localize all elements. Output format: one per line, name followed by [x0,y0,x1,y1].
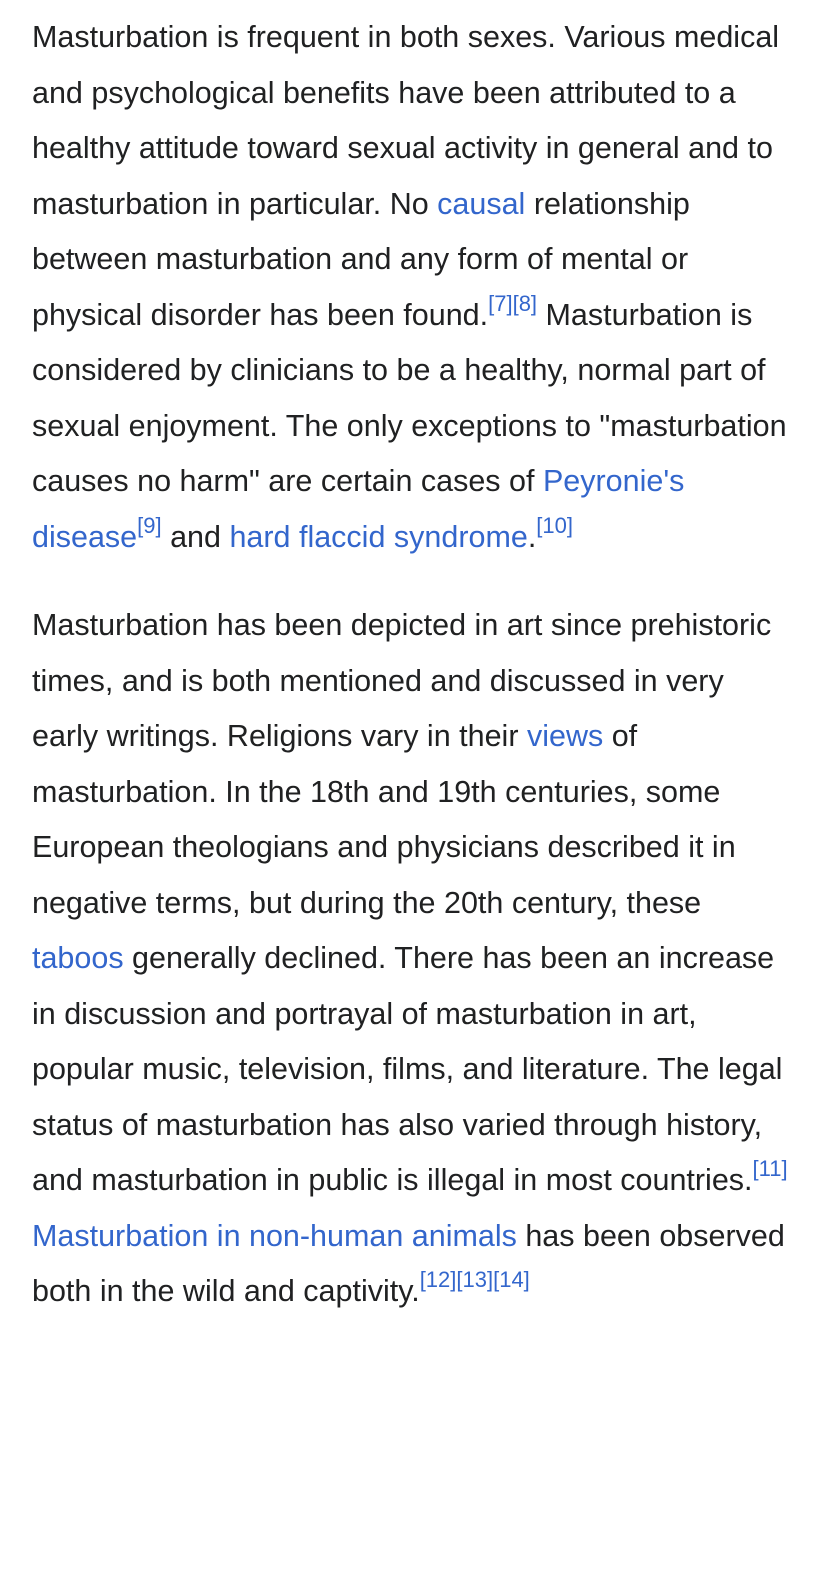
link-peyronies-disease[interactable]: Peyronie's disease [32,464,685,554]
citation-14[interactable]: [14] [493,1267,530,1292]
citation-7[interactable]: [7] [488,290,513,316]
link-views[interactable]: views [526,719,604,753]
paragraph-text: Masturbation is considered by clinicians to be a healthy, normal part of sexual enjoyment. The only exceptions to "masturbation causes no harm" are certain cases of [32,297,787,498]
citation-10[interactable]: [10] [536,512,573,538]
paragraph-text: Masturbation has been depicted in art since prehistoric times, and is both mentioned and discussed in very early writings. Religions vary in their [32,608,772,753]
paragraph-text: . [527,519,537,554]
paragraph-1 [32,10,796,565]
paragraph-text: relationship between masturbation and any form of mental or physical disorder has been found. [32,186,690,332]
paragraph-2 [32,598,796,1320]
citation-8[interactable]: [8] [512,290,538,316]
link-masturbation-in-animals[interactable]: Masturbation in non-human animals [32,1218,517,1253]
link-causal[interactable]: causal [437,186,526,221]
citation-9[interactable]: [9] [137,512,162,538]
link-taboos[interactable]: taboos [32,941,124,975]
paragraph-text: and [161,519,230,554]
paragraph-text: of masturbation. In the 18th and 19th centuries, some European theologians and physicians described it in negative terms, but during the 20th century, these [32,719,736,920]
paragraph-text: has been observed both in the wild and captivity. [32,1218,785,1308]
citation-13[interactable]: [13] [456,1267,494,1292]
link-hard-flaccid-syndrome[interactable]: hard flaccid syndrome [229,519,528,554]
citation-12[interactable]: [12] [419,1267,457,1292]
citation-11[interactable]: [11] [752,1156,788,1181]
paragraph-text: generally declined. There has been an increase in discussion and portrayal of masturbation in art, popular music, television, films, and literature. The legal status of masturbation has also varied through history, and masturbation in public is illegal in most countries. [32,941,783,1197]
paragraph-text: Masturbation is frequent in both sexes. Various medical and psychological benefits have been attributed to a healthy attitude toward sexual activity in general and to masturbation in particular. No [32,20,780,221]
